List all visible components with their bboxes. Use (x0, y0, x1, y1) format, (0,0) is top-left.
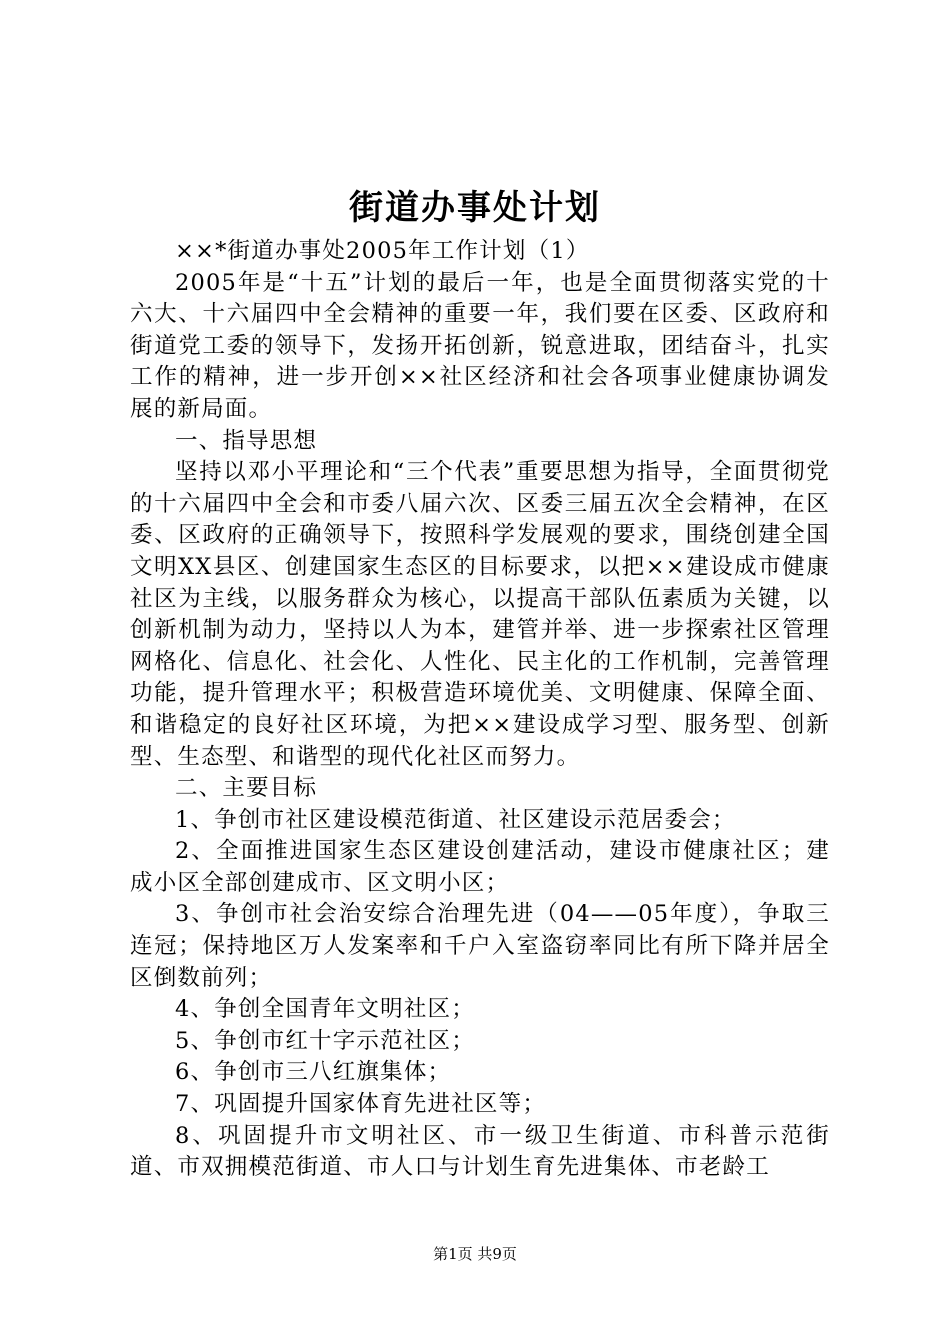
page-number-footer: 第1页 共9页 (433, 1245, 517, 1263)
section-heading: 一、指导思想 (175, 427, 318, 454)
document-body (130, 236, 830, 1184)
list-item: 6、争创市三八红旗集体； (175, 1059, 452, 1086)
paragraph: ××*街道办事处2005年工作计划（1） (175, 238, 590, 264)
list-item: 4、争创全国青年文明社区； (175, 996, 475, 1023)
list-item: 5、争创市红十字示范社区； (175, 1027, 475, 1054)
list-item: 3、争创市社会治安综合治理先进（04——05年度），争取三连冠；保持地区万人发案率和千户入室盗窃率同比有所下降并居全区倒数前列； (130, 901, 830, 991)
list-item: 7、巩固提升国家体育先进社区等； (175, 1091, 547, 1118)
section-heading: 二、主要目标 (175, 775, 318, 802)
paragraph: 坚持以邓小平理论和“三个代表”重要思想为指导，全面贯彻党的十六届四中全会和市委八届六次、区委三届五次全会精神，在区委、区政府的正确领导下，按照科学发展观的要求，围绕创建全国文明XX县区、创建国家生态区的目标要求，以把××建设成市健康社区为主线，以服务群众为核心，以提高干部队伍素质为关键，以创新机制为动力，坚持以人为本，建管并举、进一步探索社区管理网格化、信息化、社会化、人性化、民主化的工作机制，完善管理功能，提升管理水平；积极营造环境优美、文明健康、保障全面、和谐稳定的良好社区环境，为把××建设成学习型、服务型、创新型、生态型、和谐型的现代化社区而努力。 (130, 459, 830, 770)
document-title: 街道办事处计划 (349, 188, 601, 228)
paragraph: 2005年是“十五”计划的最后一年，也是全面贯彻落实党的十六大、十六届四中全会精神的重要一年，我们要在区委、区政府和街道党工委的领导下，发扬开拓创新，锐意进取，团结奋斗，扎实工作的精神，进一步开创××社区经济和社会各项事业健康协调发展的新局面。 (130, 269, 830, 422)
list-item: 8、巩固提升市文明社区、市一级卫生街道、市科普示范街道、市双拥模范街道、市人口与计划生育先进集体、市老龄工 (130, 1122, 830, 1181)
list-item: 1、争创市社区建设模范街道、社区建设示范居委会； (175, 806, 736, 833)
list-item: 2、全面推进国家生态区建设创建活动，建设市健康社区；建成小区全部创建成市、区文明小区； (130, 838, 830, 896)
